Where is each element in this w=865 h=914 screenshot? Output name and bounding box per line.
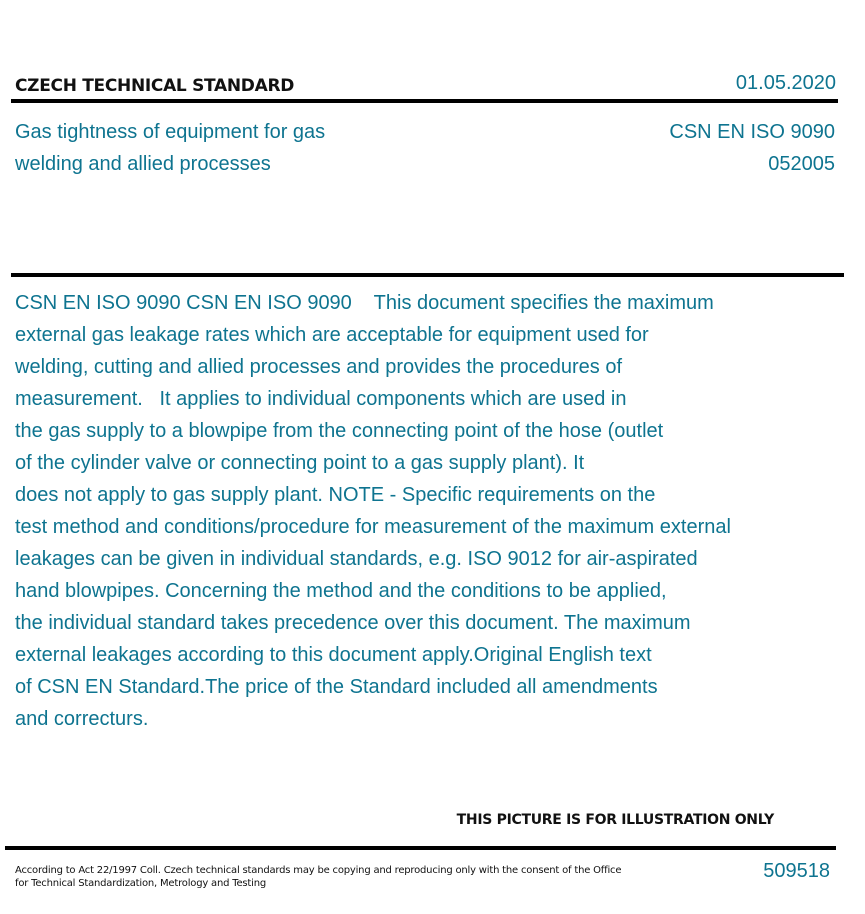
abstract-line: the gas supply to a blowpipe from the connecting point of the hose (outlet [15,420,664,442]
abstract-line: of the cylinder valve or connecting point to a gas supply plant). It [15,452,585,474]
abstract-line: of CSN EN Standard.The price of the Standard included all amendments [15,676,658,698]
document-type-heading: CZECH TECHNICAL STANDARD [15,76,295,96]
abstract-line: the individual standard takes precedence over this document. The maximum [15,612,691,634]
standard-title-line: welding and allied processes [15,153,271,175]
abstract-line: does not apply to gas supply plant. NOTE - Specific requirements on the [15,484,656,506]
abstract-line: CSN EN ISO 9090 CSN EN ISO 9090 This document specifies the maximum [15,292,714,314]
header-divider [11,99,838,103]
document-code: 509518 [763,860,830,882]
standard-number: CSN EN ISO 9090 [669,121,835,143]
standard-title-line: Gas tightness of equipment for gas [15,121,326,143]
legal-notice-line: for Technical Standardization, Metrology and Testing [15,878,266,889]
abstract-line: welding, cutting and allied processes and provides the procedures of [15,356,623,378]
standard-identifiers [669,116,835,180]
legal-notice [15,864,622,890]
classification-code: 052005 [768,153,835,175]
abstract-line: leakages can be given in individual standards, e.g. ISO 9012 for air-aspirated [15,548,698,570]
abstract-line: and correcturs. [15,708,149,730]
abstract-text [15,287,795,735]
illustration-disclaimer: THIS PICTURE IS FOR ILLUSTRATION ONLY [456,812,774,828]
section-divider [11,273,844,277]
abstract-line: hand blowpipes. Concerning the method and the conditions to be applied, [15,580,667,602]
abstract-line: measurement. It applies to individual components which are used in [15,388,627,410]
abstract-line: external gas leakage rates which are acceptable for equipment used for [15,324,649,346]
abstract-line: test method and conditions/procedure for measurement of the maximum external [15,516,731,538]
abstract-line: external leakages according to this document apply.Original English text [15,644,652,666]
footer-divider [5,846,836,850]
legal-notice-line: According to Act 22/1997 Coll. Czech technical standards may be copying and reproducing only with the consent of the Office [15,865,622,876]
standard-title [15,116,395,180]
publication-date: 01.05.2020 [735,72,836,94]
